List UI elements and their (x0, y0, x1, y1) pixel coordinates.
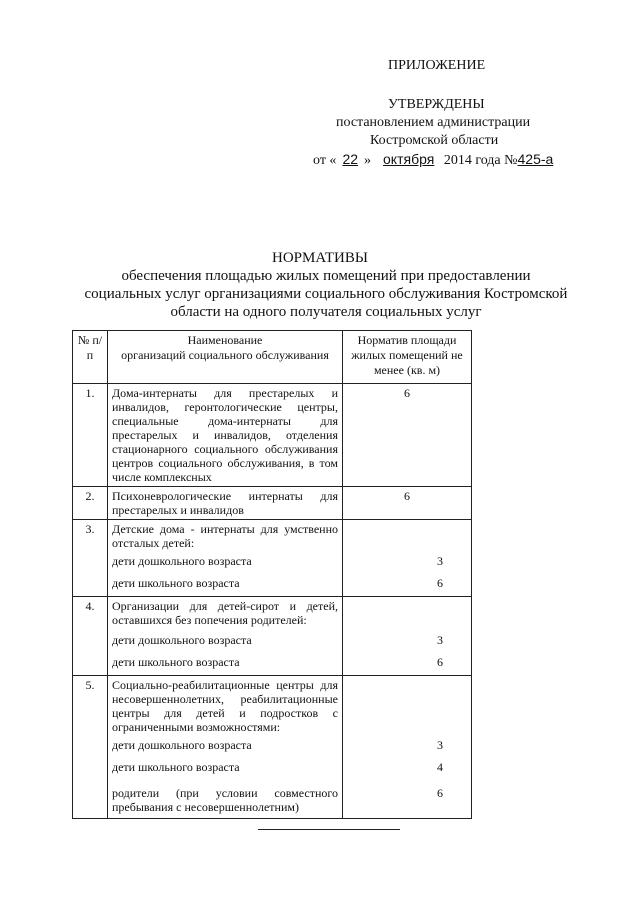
decree-date-line (313, 150, 553, 170)
row-num-empty (73, 758, 108, 784)
table-header-row (73, 331, 472, 384)
row-name: Организации для детей-сирот и детей, оставшихся без попечения родителей: (108, 597, 343, 632)
row-value-empty (343, 520, 472, 553)
approved-by-line: постановлением администрации (336, 115, 531, 130)
row-value-empty (343, 597, 472, 632)
table-subrow (73, 736, 472, 758)
date-month: октября (383, 151, 435, 167)
doc-subtitle-3: области на одного получателя социальных услуг (170, 304, 482, 320)
row-sub-name: дети школьного возраста (108, 758, 343, 784)
table-subrow (73, 653, 472, 676)
date-mid: » (364, 153, 372, 168)
row-sub-value: 3 (343, 736, 472, 758)
row-num-empty (73, 653, 108, 676)
doc-subtitle-2: социальных услуг организациями социального обслуживания Костромской (84, 286, 568, 302)
row-name: Психоневрологические интернаты для престарелых и инвалидов (108, 487, 343, 520)
table-row (73, 384, 472, 487)
row-num: 5. (73, 676, 108, 737)
row-sub-value: 6 (343, 574, 472, 597)
table-row (73, 597, 472, 632)
col-name-header (108, 331, 343, 384)
row-sub-name: дети школьного возраста (108, 574, 343, 597)
row-sub-value: 3 (343, 631, 472, 653)
col-name-header-1: Наименование (187, 333, 263, 347)
table-subrow (73, 784, 472, 819)
row-sub-name: родители (при условии совместного пребывания с несовершеннолетним) (108, 784, 343, 819)
row-num: 1. (73, 384, 108, 487)
region-line: Костромской области (370, 133, 499, 148)
table-row (73, 487, 472, 520)
row-sub-value: 4 (343, 758, 472, 784)
date-prefix: от « (313, 153, 337, 168)
approved-label: УТВЕРЖДЕНЫ (388, 97, 485, 112)
table-subrow (73, 631, 472, 653)
doc-title: НОРМАТИВЫ (272, 250, 368, 266)
row-name: Детские дома - интернаты для умственно отсталых детей: (108, 520, 343, 553)
row-value-empty (343, 676, 472, 737)
row-num-empty (73, 552, 108, 574)
row-num-empty (73, 736, 108, 758)
table-subrow (73, 552, 472, 574)
table-subrow (73, 574, 472, 597)
row-name: Дома-интернаты для престарелых и инвалидов, геронтологические центры, специальные дома-интернаты для престарелых и инвалидов, отделения стационарного социального обслуживания центров социального обслуживания, в том числе комплексных (108, 384, 343, 487)
row-sub-name: дети школьного возраста (108, 653, 343, 676)
row-sub-name: дети дошкольного возраста (108, 631, 343, 653)
row-num-empty (73, 631, 108, 653)
end-divider (258, 829, 400, 830)
row-sub-value: 3 (343, 552, 472, 574)
row-name: Социально-реабилитационные центры для несовершеннолетних, реабилитационные центры для детей и подростков с ограниченными возможностями: (108, 676, 343, 737)
norms-table (72, 330, 472, 819)
table-subrow (73, 758, 472, 784)
row-num-empty (73, 574, 108, 597)
row-sub-name: дети дошкольного возраста (108, 552, 343, 574)
row-sub-name: дети дошкольного возраста (108, 736, 343, 758)
appendix-label: ПРИЛОЖЕНИЕ (388, 58, 486, 73)
row-value: 6 (343, 487, 472, 520)
date-day: 22 (342, 151, 359, 167)
row-sub-value: 6 (343, 653, 472, 676)
row-num: 4. (73, 597, 108, 632)
decree-number: 425-а (517, 151, 554, 167)
col-num-header: № п/п (73, 331, 108, 384)
col-norm-header: Норматив площади жилых помещений не менее (кв. м) (343, 331, 472, 384)
row-num: 3. (73, 520, 108, 553)
row-value: 6 (343, 384, 472, 487)
col-name-header-2: организаций социального обслуживания (121, 348, 329, 362)
row-sub-value: 6 (343, 784, 472, 819)
date-year: 2014 года № (443, 153, 518, 168)
table-row (73, 676, 472, 737)
row-num: 2. (73, 487, 108, 520)
row-num-empty (73, 784, 108, 819)
table-row (73, 520, 472, 553)
doc-subtitle-1: обеспечения площадью жилых помещений при предоставлении (121, 268, 531, 284)
